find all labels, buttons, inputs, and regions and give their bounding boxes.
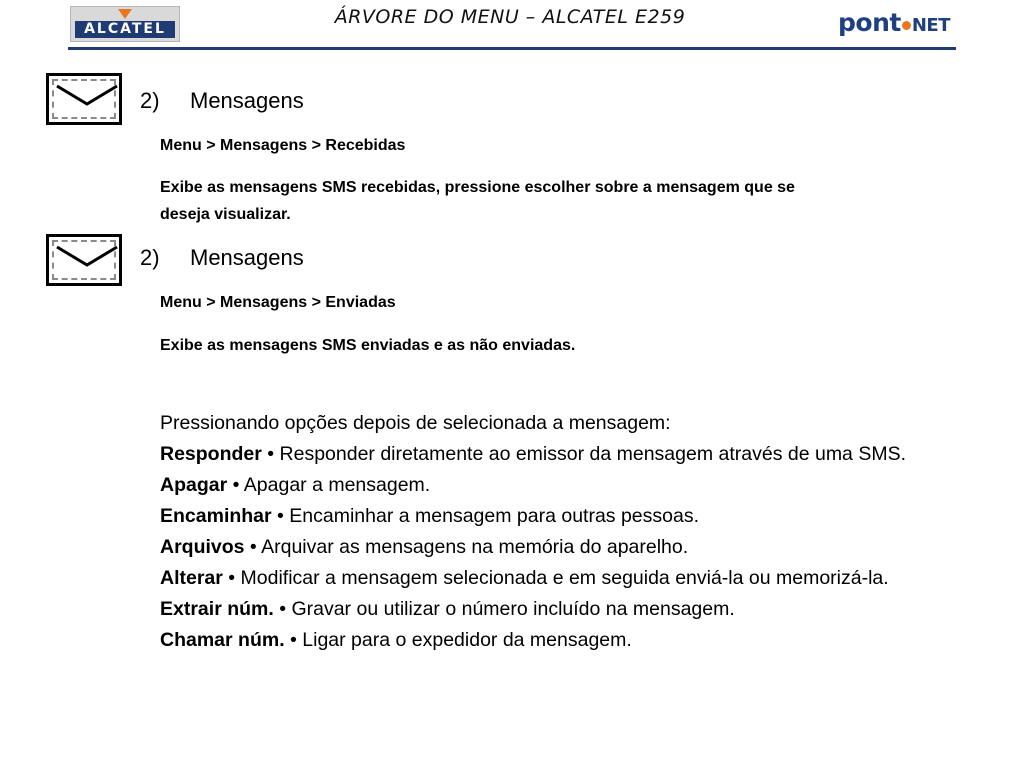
section-number: 2) bbox=[140, 88, 160, 113]
menu-path: Menu > Mensagens > Recebidas bbox=[160, 137, 406, 154]
options-list bbox=[160, 408, 1016, 656]
option-term: Apagar bbox=[160, 474, 228, 496]
alcatel-logo bbox=[70, 6, 180, 42]
option-item bbox=[160, 501, 1016, 532]
option-description: • Arquivar as mensagens na memória do aparelho. bbox=[244, 536, 689, 558]
option-item bbox=[160, 532, 1016, 563]
pontonet-logo-dot-icon bbox=[902, 21, 911, 30]
envelope-icon bbox=[46, 234, 122, 286]
section-number: 2) bbox=[140, 245, 160, 270]
option-item bbox=[160, 594, 1016, 625]
pontonet-logo bbox=[838, 8, 950, 37]
option-description: • Apagar a mensagem. bbox=[227, 474, 431, 496]
alcatel-logo-mark-icon bbox=[118, 9, 132, 19]
section-title bbox=[140, 245, 304, 271]
section-description-line2: deseja visualizar. bbox=[160, 206, 291, 223]
pontonet-logo-text-part1: pont bbox=[838, 8, 901, 37]
section-title-text: Mensagens bbox=[190, 245, 304, 270]
option-item bbox=[160, 439, 1016, 470]
option-term: Arquivos bbox=[160, 536, 245, 558]
option-item bbox=[160, 470, 1016, 501]
options-intro: Pressionando opções depois de selecionada a mensagem: bbox=[160, 412, 671, 434]
alcatel-logo-text: ALCATEL bbox=[75, 21, 175, 38]
option-description: • Responder diretamente ao emissor da mensagem através de uma SMS. bbox=[261, 443, 906, 465]
option-term: Alterar bbox=[160, 567, 223, 589]
section-description-line1: Exibe as mensagens SMS recebidas, pressione escolher sobre a mensagem que se bbox=[160, 179, 795, 196]
option-term: Extrair núm. bbox=[160, 598, 274, 620]
pontonet-logo-text-part2: NET bbox=[911, 15, 950, 36]
option-description: • Ligar para o expedidor da mensagem. bbox=[284, 629, 632, 651]
page-title: ÁRVORE DO MENU – ALCATEL E259 bbox=[334, 6, 686, 28]
option-term: Responder bbox=[160, 443, 262, 465]
option-item bbox=[160, 563, 1016, 594]
option-term: Chamar núm. bbox=[160, 629, 285, 651]
option-description: • Modificar a mensagem selecionada e em seguida enviá-la ou memorizá-la. bbox=[222, 567, 889, 589]
option-description: • Encaminhar a mensagem para outras pessoas. bbox=[271, 505, 700, 527]
header-divider bbox=[68, 47, 956, 50]
option-description: • Gravar ou utilizar o número incluído na mensagem. bbox=[273, 598, 735, 620]
option-item bbox=[160, 625, 1016, 656]
section-description: Exibe as mensagens SMS enviadas e as não enviadas. bbox=[160, 337, 576, 354]
option-term: Encaminhar bbox=[160, 505, 272, 527]
envelope-icon bbox=[46, 73, 122, 125]
section-title-text: Mensagens bbox=[190, 88, 304, 113]
menu-path: Menu > Mensagens > Enviadas bbox=[160, 294, 396, 311]
section-title bbox=[140, 88, 304, 114]
